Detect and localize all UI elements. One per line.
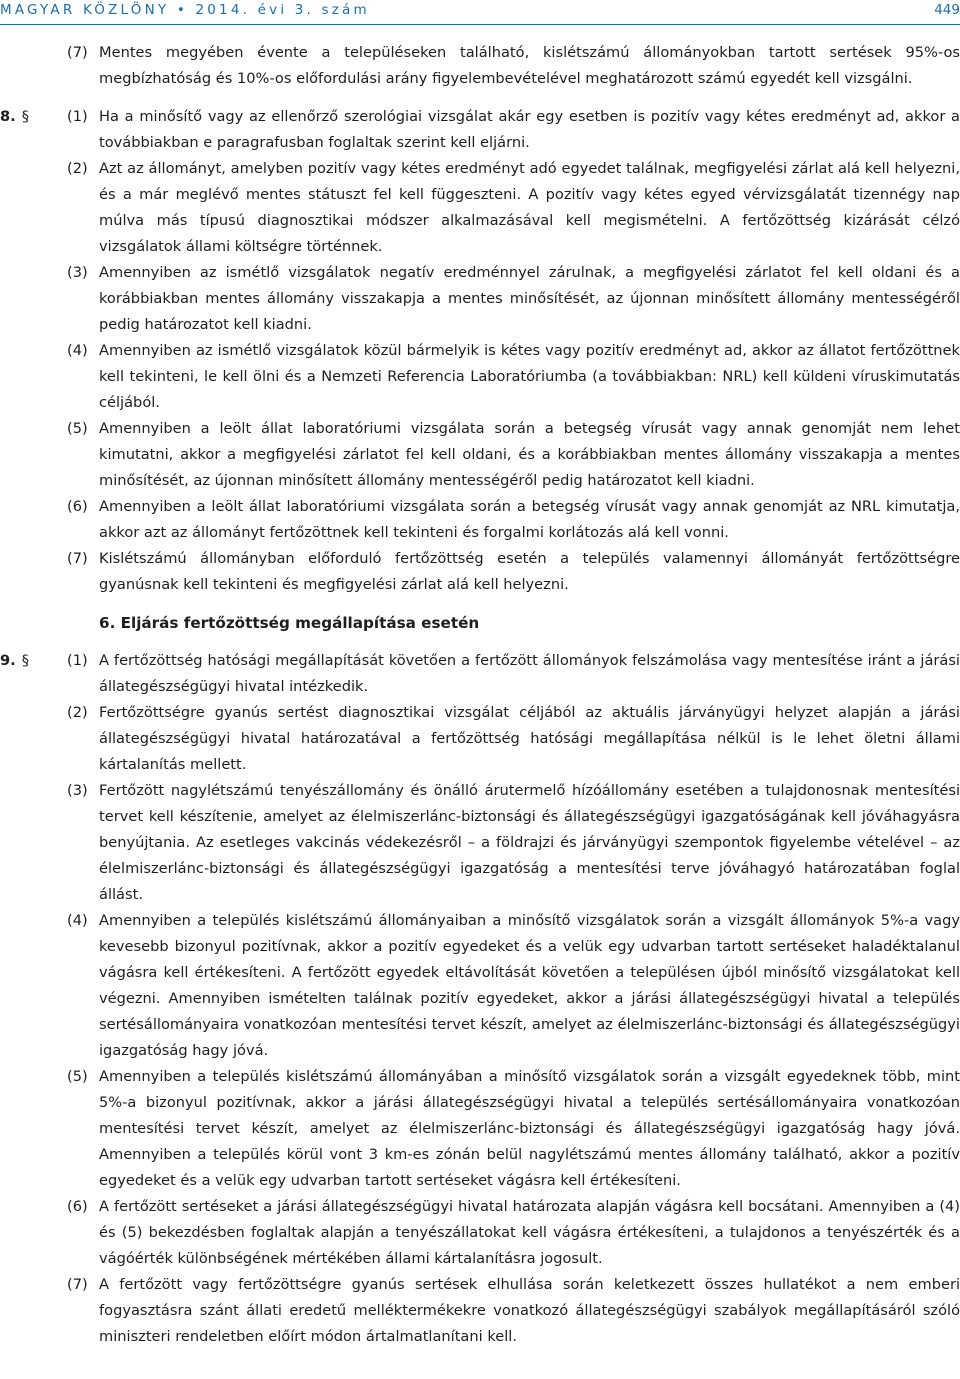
- spacer: [0, 598, 960, 610]
- paragraph: [0, 648, 960, 700]
- section-sign-icon: §: [21, 652, 29, 669]
- subsection-number: (3): [67, 782, 88, 799]
- paragraph-text: Fertőzöttségre gyanús sertést diagnosztikai vizsgálat céljából az aktuális járványügyi helyzet alapján a járási állategészségügyi hivatal határozatával a fertőzöttség hatósági megállapítása nélkül is le lehet öletni állami kártalanítás mellett.: [99, 704, 960, 773]
- subsection-number: (4): [67, 912, 88, 929]
- paragraph: [0, 1272, 960, 1350]
- paragraph-text: Amennyiben a település kislétszámú állományaiban a minősítő vizsgálatok során a vizsgált állományok 5%-a vagy kevesebb bizonyul pozitívnak, akkor a pozitív egyedeket és a velük egy udvarban tartott sertéseket haladéktalanul vágásra kell értékesíteni. A fertőzött egyedek eltávolítását követően a településen újból minősítő vizsgálatokat kell végezni. Amennyiben ismételten találnak pozitív egyedeket, akkor a járási állategészségügyi hivatal a település sertésállományaira vonatkozóan mentesítési tervet készít, amelyet az élelmiszerlánc-biztonsági és állategészségügyi igazgatóság hagy jóvá.: [99, 912, 960, 1059]
- section-sign-icon: §: [21, 108, 29, 125]
- chapter-title: 6. Eljárás fertőzöttség megállapítása esetén: [99, 614, 480, 632]
- paragraph-text: Amennyiben a leölt állat laboratóriumi vizsgálata során a betegség vírusát vagy annak genomját az NRL kimutatja, akkor azt az állományt fertőzöttnek kell tekinteni és forgalmi korlátozás alá kell vonni.: [99, 498, 960, 541]
- subsection-number: (1): [67, 108, 88, 125]
- paragraph-text: Fertőzött nagylétszámú tenyészállomány és önálló árutermelő hízóállomány esetében a tulajdonosnak mentesítési tervet kell készítenie, amelyet az élelmiszerlánc-biztonsági és állategészségügyi igazgatóságának kell jóváhagyásra benyújtania. Az esetleges vakcinás védekezésről – a földrajzi és járványügyi szempontok figyelembe vételével – az élelmiszerlánc-biztonsági és állategészségügyi igazgatóság a mentesítési terve jóváhagyó határozatában foglal állást.: [99, 782, 960, 903]
- subsection-number: (2): [67, 160, 88, 177]
- paragraph: [0, 1194, 960, 1272]
- subsection-number: (6): [67, 498, 88, 515]
- paragraph: [0, 416, 960, 494]
- subsection-number: (3): [67, 264, 88, 281]
- subsection-number: (1): [67, 652, 88, 669]
- paragraph-text: Mentes megyében évente a településeken található, kislétszámú állományokban tartott sertések 95%-os megbízhatóság és 10%-os előfordulási arány figyelembevételével meghatározott számú egyedét kell vizsgálni.: [99, 44, 960, 87]
- paragraph: [0, 338, 960, 416]
- paragraph-text: Kislétszámú állományban előforduló fertőzöttség esetén a település valamennyi állományát fertőzöttségre gyanúsnak kell tekinteni és megfigyelési zárlat alá kell helyezni.: [99, 550, 960, 593]
- paragraph-text: Amennyiben az ismétlő vizsgálatok negatív eredménnyel zárulnak, a megfigyelési zárlatot fel kell oldani és a korábbiakban mentes állomány visszakapja a mentes minősítését, az újonnan minősített állomány mentességéről pedig határozatot kell kiadni.: [99, 264, 960, 333]
- section-number: 9. §: [0, 652, 29, 669]
- paragraph-text: A fertőzött vagy fertőzöttségre gyanús sertések elhullása során keletkezett összes hullatékot a nem emberi fogyasztásra szánt állati eredetű melléktermékekre vonatkozó állategészségügyi szabályok megállapításáról szóló miniszteri rendeletben előírt módon ártalmatlanítani kell.: [99, 1276, 960, 1345]
- subsection-number: (6): [67, 1198, 88, 1215]
- paragraph: [0, 156, 960, 260]
- paragraph: [0, 40, 960, 92]
- paragraph: [0, 778, 960, 908]
- header-divider: [0, 24, 960, 25]
- page-header: [0, 0, 960, 22]
- paragraph-text: Azt az állományt, amelyben pozitív vagy kétes eredményt adó egyedet találnak, megfigyelési zárlat alá kell helyezni, és a már meglévő mentes státuszt fel kell függeszteni. A pozitív vagy kétes egyed vérvizsgálatát tizennégy nap múlva más típusú diagnosztikai módszer alkalmazásával kell megismételni. A fertőzöttség kizárását célzó vizsgálatok állami költségre történnek.: [99, 160, 960, 255]
- publication-title: MAGYAR KÖZLÖNY • 2014. évi 3. szám: [0, 2, 370, 18]
- subsection-number: (5): [67, 1068, 88, 1085]
- spacer: [0, 636, 960, 648]
- paragraph: [0, 104, 960, 156]
- subsection-number: (7): [67, 550, 88, 567]
- subsection-number: (5): [67, 420, 88, 437]
- paragraph-text: A fertőzöttség hatósági megállapítását követően a fertőzött állományok felszámolása vagy mentesítése iránt a járási állategészségügyi hivatal intézkedik.: [99, 652, 960, 695]
- paragraph-text: A fertőzött sertéseket a járási állategészségügyi hivatal határozata alapján vágásra kell bocsátani. Amennyiben a (4) és (5) bekezdésben foglaltak alapján a tenyészállatokat kell vágásra értékesíteni, a tulajdonos a tenyészérték és a vágóérték különbségének mértékében állami kártalanításra jogosult.: [99, 1198, 960, 1267]
- subsection-number: (7): [67, 44, 88, 61]
- paragraph-text: Amennyiben a leölt állat laboratóriumi vizsgálata során a betegség vírusát vagy annak genomját nem lehet kimutatni, akkor a megfigyelési zárlatot fel kell oldani, és a korábbiakban mentes állomány visszakapja a mentes minősítését, az újonnan minősített állomány mentességéről pedig határozatot kell kiadni.: [99, 420, 960, 489]
- paragraph: [0, 546, 960, 598]
- paragraph: [0, 494, 960, 546]
- page-number: 449: [934, 2, 960, 18]
- subsection-number: (4): [67, 342, 88, 359]
- paragraph: [0, 1064, 960, 1194]
- paragraph-text: Ha a minősítő vagy az ellenőrző szerológiai vizsgálat akár egy esetben is pozitív vagy kétes eredményt ad, akkor a továbbiakban e paragrafusban foglaltak szerint kell eljárni.: [99, 108, 960, 151]
- section-number: 8. §: [0, 108, 29, 125]
- subsection-number: (7): [67, 1276, 88, 1293]
- paragraph-text: Amennyiben a település kislétszámú állományában a minősítő vizsgálatok során a vizsgált egyedeknek több, mint 5%-a bizonyul pozitívnak, akkor a járási állategészségügyi hivatal a település sertésállományaira vonatkozóan mentesítési tervet készít, amelyet az élelmiszerlánc-biztonsági és állategészségügyi igazgatóság hagy jóvá. Amennyiben a település körül vont 3 km-es zónán belül nagylétszámú mentes állomány található, akkor a pozitív egyedeket és a velük egy udvarban tartott sertéseket vágásra kell értékesíteni.: [99, 1068, 960, 1189]
- spacer: [0, 92, 960, 104]
- subsection-number: (2): [67, 704, 88, 721]
- paragraph: [0, 260, 960, 338]
- document-body: [0, 40, 960, 1350]
- paragraph: [0, 700, 960, 778]
- paragraph-text: Amennyiben az ismétlő vizsgálatok közül bármelyik is kétes vagy pozitív eredményt ad, akkor az állatot fertőzöttnek kell tekinteni, le kell ölni és a Nemzeti Referencia Laboratóriumba (a továbbiakban: NRL) kell küldeni víruskimutatás céljából.: [99, 342, 960, 411]
- paragraph: [0, 908, 960, 1064]
